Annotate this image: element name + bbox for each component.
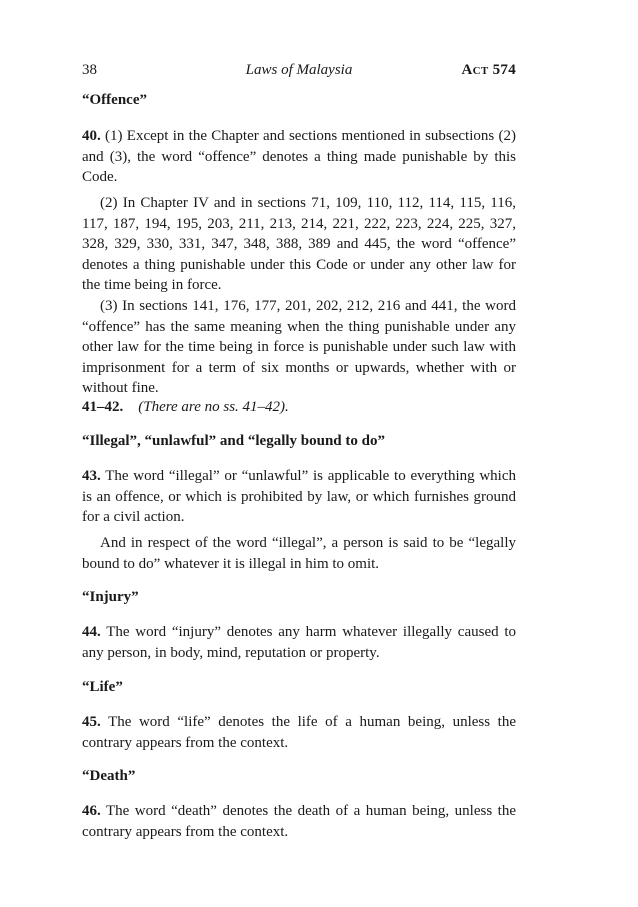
paragraph-text: (1) Except in the Chapter and sections mentioned in subsections (2) and (3), the word “offence” denotes a thing made punishable by this Code.: [82, 128, 516, 185]
section-41-42: [82, 397, 516, 418]
running-title: Laws of Malaysia: [245, 62, 353, 78]
section-number: 44.: [82, 624, 101, 640]
section-heading-injury: “Injury”: [82, 589, 139, 605]
paragraph-text: The word “illegal” or “unlawful” is applicable to everything which is an offence, or which is prohibited by law, or which furnishes ground for a civil action.: [82, 468, 516, 525]
page-number: 38: [82, 62, 97, 78]
paragraph-text: (There are no ss. 41–42).: [138, 399, 289, 415]
section-number: 43.: [82, 468, 101, 484]
section-number: 41–42.: [82, 399, 124, 415]
paragraph-text: The word “death” denotes the death of a human being, unless the contrary appears from the context.: [82, 803, 516, 840]
section-45-paragraph-1: [82, 712, 516, 753]
section-44-paragraph-1: [82, 622, 516, 663]
section-number: 40.: [82, 128, 101, 144]
section-number: 45.: [82, 714, 101, 730]
section-heading-death: “Death”: [82, 768, 136, 784]
paragraph-text: The word “life” denotes the life of a human being, unless the contrary appears from the context.: [82, 714, 516, 751]
section-43-paragraph-1: [82, 466, 516, 528]
act-number: Act 574: [461, 62, 516, 78]
section-40-paragraph-3: (3) In sections 141, 176, 177, 201, 202, 212, 216 and 441, the word “offence” has the same meaning when the thing punishable under any other law for the time being in force is punishable under such law with imprisonment for a term of six months or upwards, whether with or without fine.: [82, 298, 516, 396]
section-number: 46.: [82, 803, 101, 819]
section-46-paragraph-1: [82, 801, 516, 842]
section-40-paragraph-2: (2) In Chapter IV and in sections 71, 109, 110, 112, 114, 115, 116, 117, 187, 194, 195, 203, 211, 213, 214, 221, 222, 223, 224, 225, 327, 328, 329, 330, 331, 347, 348, 388, 389 and 445, the word “offence” denotes a thing punishable under this Code or under any other law for the time being in force.: [82, 195, 516, 293]
section-40-paragraph-1: [82, 126, 516, 188]
section-heading-offence: “Offence”: [82, 92, 147, 108]
section-heading-life: “Life”: [82, 679, 123, 695]
section-43-paragraph-2: And in respect of the word “illegal”, a person is said to be “legally bound to do” whatever it is illegal in him to omit.: [82, 535, 516, 572]
section-heading-illegal: “Illegal”, “unlawful” and “legally bound to do”: [82, 433, 385, 449]
paragraph-text: The word “injury” denotes any harm whatever illegally caused to any person, in body, mind, reputation or property.: [82, 624, 516, 661]
running-header: [82, 62, 516, 82]
